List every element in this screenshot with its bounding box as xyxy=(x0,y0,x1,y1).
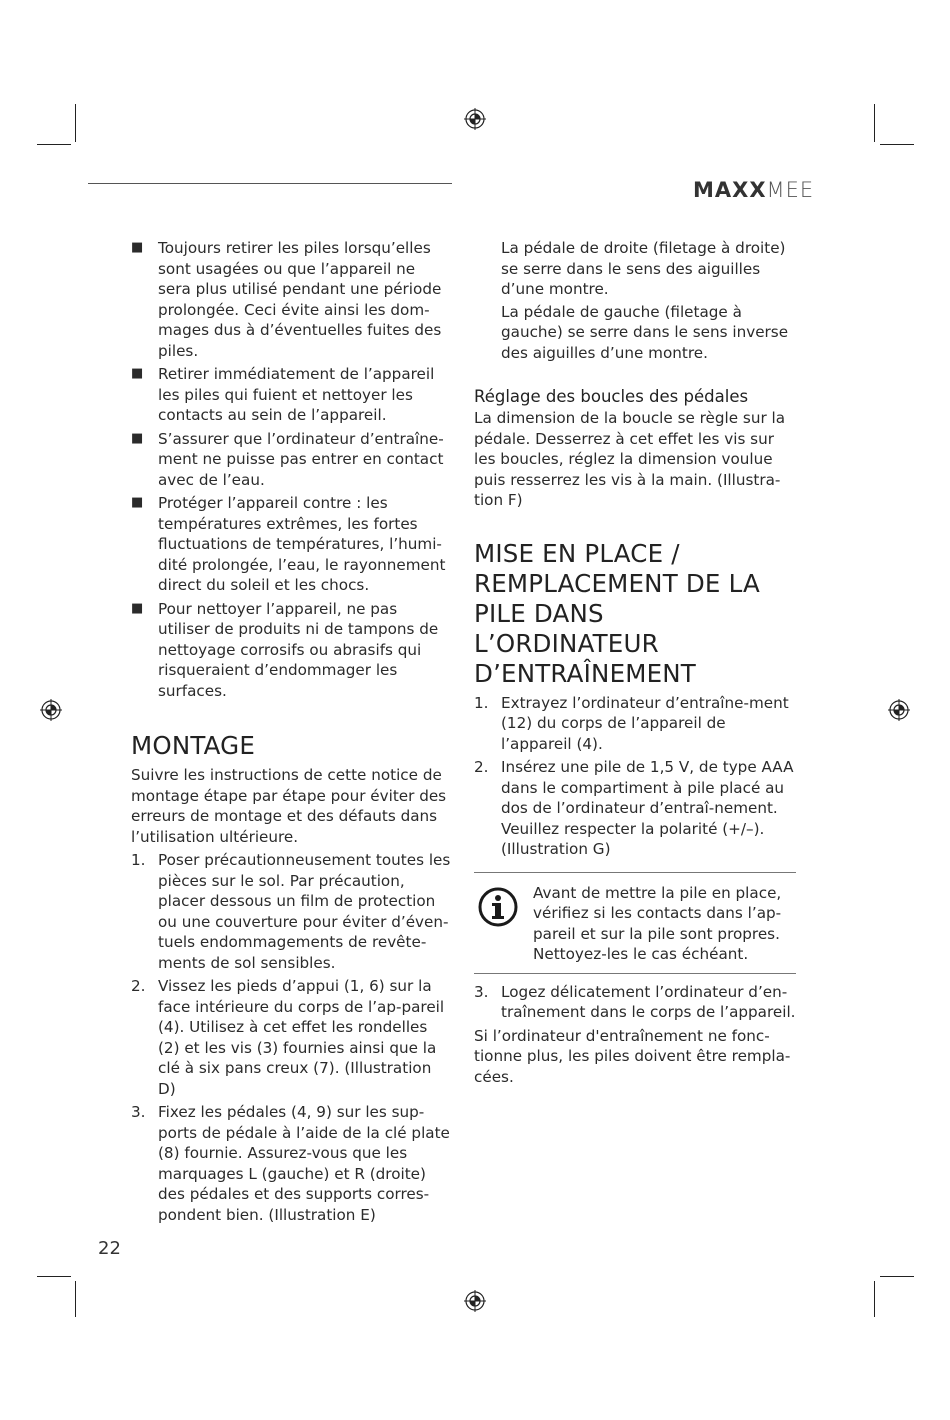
info-text: Avant de mettre la pile en place, vérifiez si les contacts dans l’ap-pareil et sur la pile sont propres. Nettoyez-les le cas échéant. xyxy=(533,883,782,963)
step-text: Insérez une pile de 1,5 V, de type AAA dans le compartiment à pile placé au dos de l’ordinateur d’entraî-nement. Veuillez respecter la polarité (+/–). (Illustration G) xyxy=(501,758,794,858)
list-item xyxy=(474,982,796,1023)
bullet-marker: ■ xyxy=(131,600,144,616)
step-number: 1. xyxy=(474,693,489,712)
right-column xyxy=(474,238,796,1087)
left-column xyxy=(131,238,451,1228)
step-number: 3. xyxy=(474,982,489,1001)
list-item xyxy=(131,850,451,973)
list-item xyxy=(131,493,451,596)
step-text: Extrayez l’ordinateur d’entraîne-ment (12) du corps de l’appareil de l’appareil (4). xyxy=(501,693,789,753)
bullet-marker: ■ xyxy=(131,495,144,510)
list-item xyxy=(131,599,451,702)
battery-heading: MISE EN PLACE / REMPLACEMENT DE LA PILE DANS L’ORDINATEUR D’ENTRAÎNEMENT xyxy=(474,538,760,688)
crop-mark xyxy=(874,104,875,142)
header-rule xyxy=(88,183,452,184)
bullet-text: S’assurer que l’ordinateur d’entraîne-ment ne puisse pas entrer en contact avec de l’eau. xyxy=(158,429,444,489)
info-note xyxy=(474,872,796,974)
brand-logo xyxy=(693,178,814,202)
montage-heading: MONTAGE xyxy=(131,731,256,760)
montage-intro: Suivre les instructions de cette notice de montage étape par étape pour éviter des erreurs de montage et des défauts dans l’utilisation ultérieure. xyxy=(131,766,447,846)
step-text: Logez délicatement l’ordinateur d’en-traînement dans le corps de l’appareil. xyxy=(501,982,796,1021)
crop-mark xyxy=(880,1276,914,1277)
bullet-marker: ■ xyxy=(131,366,144,381)
step-number: 3. xyxy=(131,1103,146,1121)
pedal-left-text: La pédale de gauche (filetage à gauche) se serre dans le sens inverse des aiguilles d’une montre. xyxy=(501,302,789,362)
crop-mark xyxy=(874,1281,875,1317)
bullet-text: Toujours retirer les piles lorsqu’elles sont usagées ou que l’appareil ne sera plus utilisé pendant une période prolongée. Ceci évite ainsi les dom-mages dus à d’éventuelles fuites des piles. xyxy=(158,239,442,360)
step-number: 2. xyxy=(131,977,146,995)
step-text: Vissez les pieds d’appui (1, 6) sur la face intérieure du corps de l’ap-pareil (4). Utilisez à cet effet les rondelles (2) et les vis (3) fournies ainsi que la clé à six pans creux (7). (Illustration D) xyxy=(158,977,445,1098)
registration-mark-icon xyxy=(464,108,486,130)
crop-mark xyxy=(75,104,76,142)
bullet-text: Pour nettoyer l’appareil, ne pas utiliser de produits ni de tampons de nettoyage corrosifs ou abrasifs qui risqueraient d’endommager les surfaces. xyxy=(158,599,439,700)
bullet-text: Protéger l’appareil contre : les températures extrêmes, les fortes fluctuations de températures, l’humi-dité prolongée, l’eau, le rayonnement direct du soleil et les chocs. xyxy=(158,494,446,594)
step-number: 2. xyxy=(474,758,489,776)
battery-steps-continued xyxy=(474,982,796,1023)
crop-mark xyxy=(37,1276,71,1277)
list-item xyxy=(131,1102,451,1225)
bullet-text: Retirer immédiatement de l’appareil les piles qui fuient et nettoyer les contacts au sein de l’appareil. xyxy=(158,365,435,424)
list-item xyxy=(131,364,451,426)
page-number: 22 xyxy=(98,1238,121,1259)
montage-steps xyxy=(131,850,451,1225)
loops-text: La dimension de la boucle se règle sur la pédale. Desserrez à cet effet les vis sur les boucles, réglez la dimension voulue puis resserrez les vis à la main. (Illustra-tion F) xyxy=(474,409,786,509)
registration-mark-icon xyxy=(40,699,62,721)
closing-text: Si l’ordinateur d'entraînement ne fonc-tionne plus, les piles doivent être rempla-cées. xyxy=(474,1026,791,1086)
crop-mark xyxy=(37,144,71,145)
crop-mark xyxy=(880,144,914,145)
registration-mark-icon xyxy=(464,1290,486,1312)
bullet-marker: ■ xyxy=(131,240,144,255)
logo-bold: MAXX xyxy=(693,178,767,202)
step-text: Fixez les pédales (4, 9) sur les sup-ports de pédale à l’aide de la clé plate (8) fournie. Assurez-vous que les marquages L (gauche) et R (droite) des pédales et des supports corres-pondent bien. (Illustration E) xyxy=(158,1103,450,1224)
info-icon xyxy=(478,887,518,927)
registration-mark-icon xyxy=(888,699,910,721)
battery-steps xyxy=(474,693,796,860)
list-item xyxy=(131,238,451,361)
step-text: Poser précautionneusement toutes les pièces sur le sol. Par précaution, placer dessous un film de protection ou une couverture pour éviter d’éven-tuels endommagements de revête-ments de sol sensibles. xyxy=(158,851,451,972)
crop-mark xyxy=(75,1281,76,1317)
loops-heading: Réglage des boucles des pédales xyxy=(474,387,749,406)
step-number: 1. xyxy=(131,851,146,869)
pedal-right-text: La pédale de droite (filetage à droite) se serre dans le sens des aiguilles d’une montre. xyxy=(501,239,786,298)
logo-light: MEE xyxy=(766,178,815,202)
bullet-marker: ■ xyxy=(131,430,144,446)
list-item xyxy=(474,693,796,755)
list-item xyxy=(131,976,451,1099)
safety-bullet-list xyxy=(131,238,451,701)
list-item xyxy=(131,429,451,491)
list-item xyxy=(474,757,796,860)
